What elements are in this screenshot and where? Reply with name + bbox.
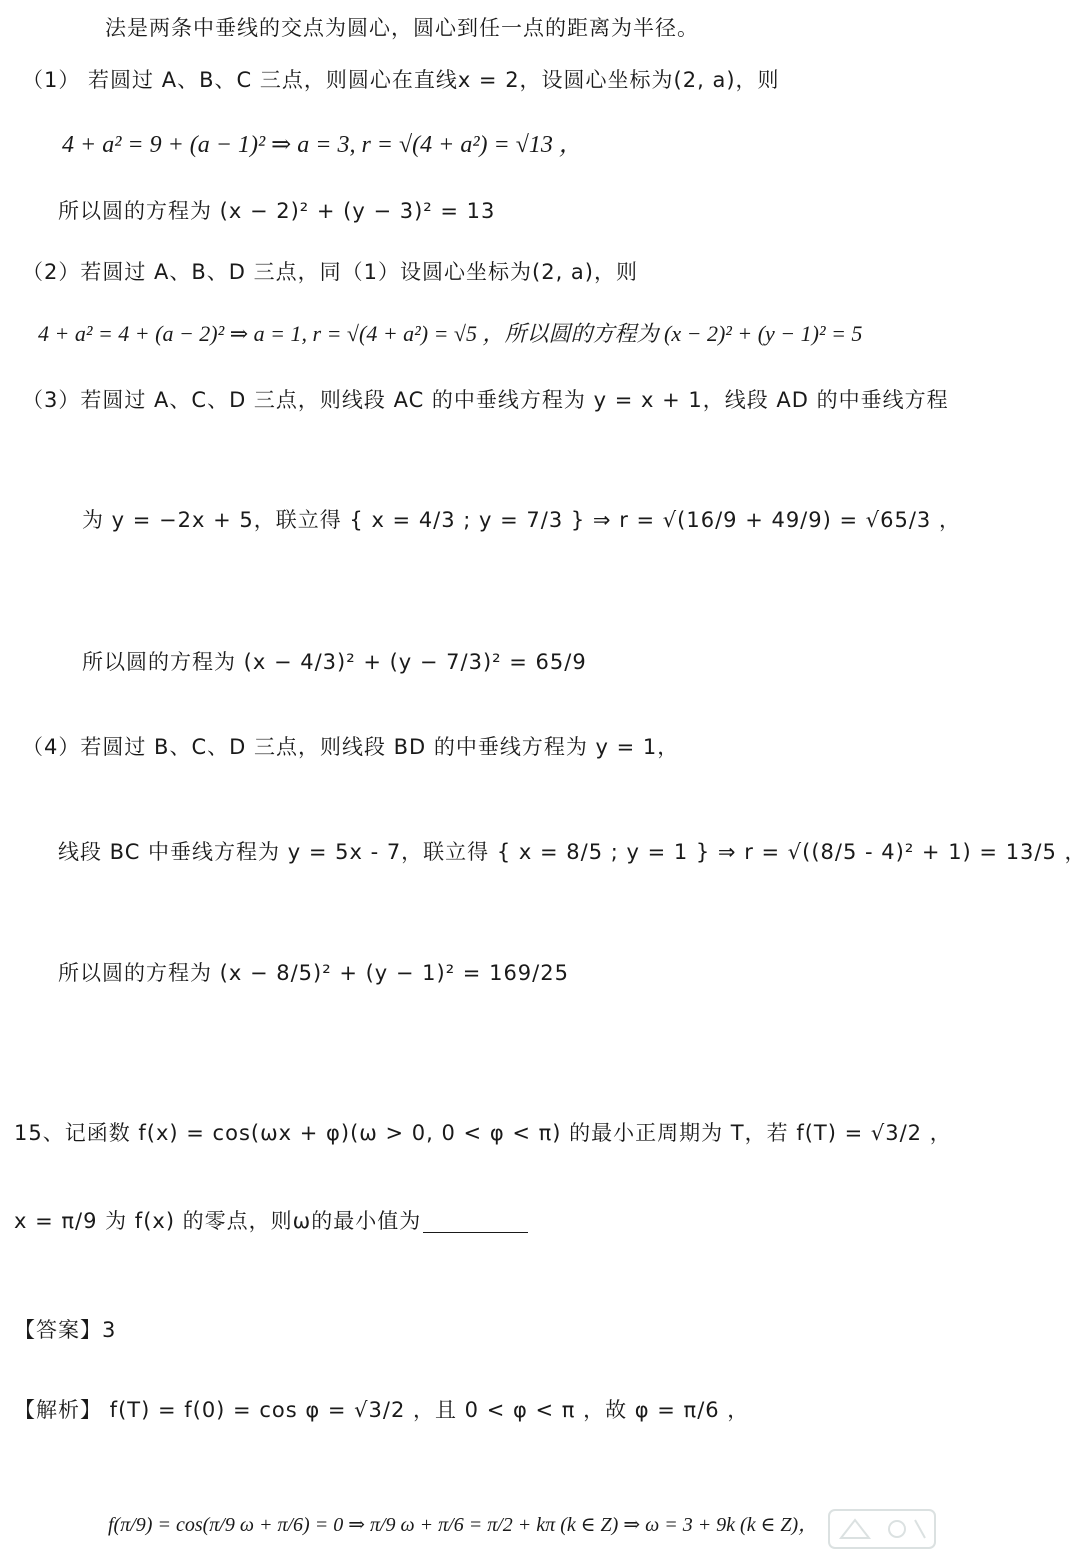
line-text: （4）若圆过 B、C、D 三点，则线段 BD 的中垂线方程为 y = 1， — [22, 735, 680, 759]
watermark-logo — [827, 1508, 937, 1550]
line-text: x = π/9 为 f(x) 的零点，则ω的最小值为 — [14, 1209, 422, 1233]
formula-line-6 — [38, 323, 862, 345]
text-line-11 — [58, 842, 1087, 863]
line-text: （1） 若圆过 A、B、C 三点，则圆心在直线x = 2，设圆心坐标为(2, a)，则 — [22, 68, 780, 92]
text-line-5 — [22, 262, 638, 283]
problem-15-line-2 — [14, 1210, 528, 1233]
answer-blank — [423, 1210, 528, 1233]
line-text: 【答案】3 — [14, 1318, 117, 1342]
text-line-12 — [58, 963, 569, 984]
analysis-line-2 — [108, 1515, 818, 1535]
line-text: （3）若圆过 A、C、D 三点，则线段 AC 的中垂线方程为 y = x + 1，线段 AD 的中垂线方程 — [22, 388, 949, 412]
line-text: 为 y = −2x + 5，联立得 { x = 4/3 ; y = 7/3 } ⇒ r = √(16/9 + 49/9) = √65/3 ， — [82, 508, 961, 532]
formula-text: 4 + a² = 4 + (a − 2)² ⇒ a = 1, r = √(4 + a²) = √5 ，所以圆的方程为 (x − 2)² + (y − 1)² = 5 — [38, 321, 863, 346]
text-line-8 — [82, 510, 961, 531]
analysis-line-1 — [14, 1400, 749, 1421]
line-text: 所以圆的方程为 (x − 8/5)² + (y − 1)² = 169/25 — [58, 961, 569, 985]
line-text: （2）若圆过 A、B、D 三点，同（1）设圆心坐标为(2, a)，则 — [22, 260, 638, 284]
line-text: 【解析】 f(T) = f(0) = cos φ = √3/2 ，且 0 < φ < π ，故 φ = π/6 ， — [14, 1398, 750, 1422]
formula-line-3 — [62, 133, 583, 157]
text-line-9 — [82, 652, 587, 673]
line-text: 所以圆的方程为 (x − 2)² + (y − 3)² = 13 — [58, 199, 496, 223]
text-line-2 — [22, 70, 780, 91]
text-line-4 — [58, 201, 495, 222]
line-text: 15、记函数 f(x) = cos(ωx + φ)(ω > 0, 0 < φ < π) 的最小正周期为 T，若 f(T) = √3/2 ， — [14, 1121, 952, 1145]
line-text: 所以圆的方程为 (x − 4/3)² + (y − 7/3)² = 65/9 — [82, 650, 587, 674]
text-line-10 — [22, 737, 679, 758]
line-text: 线段 BC 中垂线方程为 y = 5x - 7，联立得 { x = 8/5 ; y = 1 } ⇒ r = √((8/5 - 4)² + 1) = 13/5 ， — [58, 840, 1087, 864]
text-line-1 — [105, 18, 699, 39]
formula-text: 4 + a² = 9 + (a − 1)² ⇒ a = 3, r = √(4 + a²) = √13 ， — [62, 132, 583, 158]
problem-15-line-1 — [14, 1123, 952, 1144]
answer-line — [14, 1320, 116, 1341]
text-line-7 — [22, 390, 949, 411]
formula-text: f(π/9) = cos(π/9 ω + π/6) = 0 ⇒ π/9 ω + π/6 = π/2 + kπ (k ∈ Z) ⇒ ω = 3 + 9k (k ∈ Z)， — [108, 1514, 819, 1536]
line-text: 法是两条中垂线的交点为圆心，圆心到任一点的距离为半径。 — [105, 16, 699, 40]
